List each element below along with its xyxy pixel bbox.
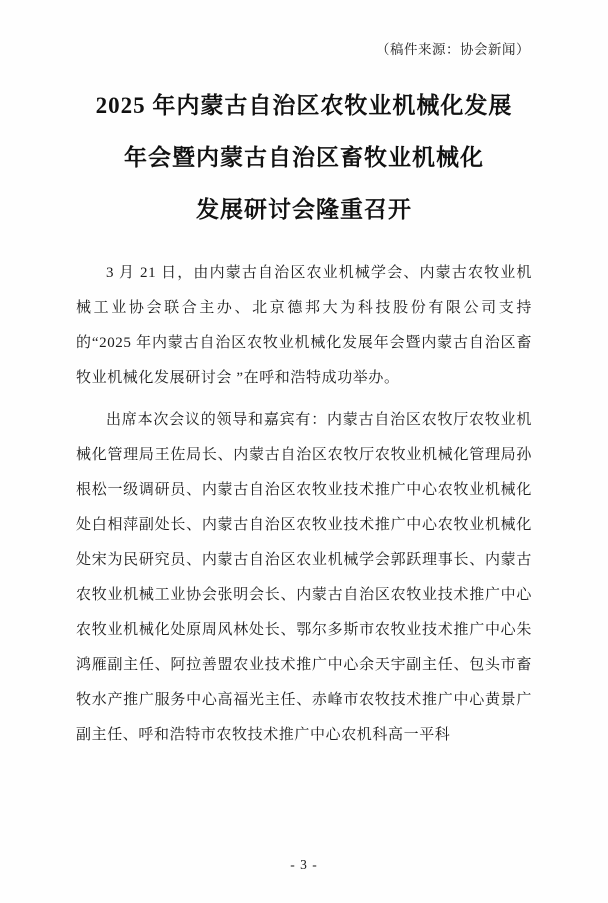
paragraph: 出席本次会议的领导和嘉宾有：内蒙古自治区农牧厅农牧业机械化管理局王佐局长、内蒙古自治区农牧厅农牧业机械化管理局孙根松一级调研员、内蒙古自治区农牧业技术推广中心农牧业机械化处白相萍副处长、内蒙古自治区农牧业技术推广中心农牧业机械化处宋为民研究员、内蒙古自治区农业机械学会郭跃理事长、内蒙古农牧业机械工业协会张明会长、内蒙古自治区农牧业技术推广中心农牧业机械化处原周风林处长、鄂尔多斯市农牧业技术推广中心朱鸿雁副主任、阿拉善盟农业技术推广中心余天宇副主任、包头市畜牧水产推广服务中心高福光主任、赤峰市农牧技术推广中心黄景广副主任、呼和浩特市农牧技术推广中心农机科高一平科 [76, 412, 532, 743]
source-note: （稿件来源：协会新闻） [376, 42, 530, 57]
page-number: - 3 - [290, 857, 318, 872]
paragraph: 3 月 21 日，由内蒙古自治区农业机械学会、内蒙古农牧业机械工业协会联合主办、北京德邦大为科技股份有限公司支持的“2025 年内蒙古自治区农牧业机械化发展年会暨内蒙古自治区畜牧业机械化发展研讨会 ”在呼和浩特成功举办。 [76, 265, 532, 386]
document-body [76, 256, 532, 753]
title-line-3: 发展研讨会隆重召开 [196, 197, 412, 222]
title-line-1: 2025 年内蒙古自治区农牧业机械化发展 [95, 93, 513, 118]
title-line-2: 年会暨内蒙古自治区畜牧业机械化 [124, 145, 484, 170]
page-title [76, 80, 532, 236]
